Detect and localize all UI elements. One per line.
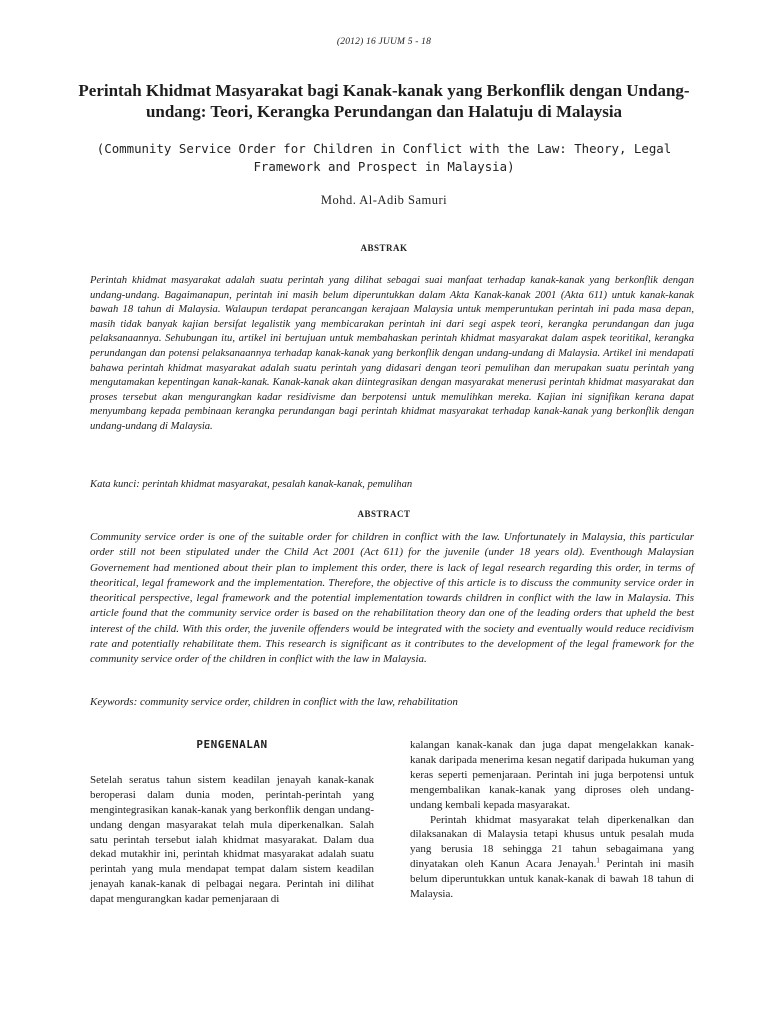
body-column-right — [410, 738, 694, 902]
abstract-heading: ABSTRACT — [357, 509, 411, 519]
second-paragraph-text: Perintah khidmat masyarakat telah diperkenalkan dan dilaksanakan di Malaysia tetapi khusus untuk pesalah muda yang berusia 18 sehingga 21 tahun sebagaimana yang dinyatakan oleh Kanun Acara Jenayah. — [410, 813, 694, 871]
second-paragraph — [410, 813, 694, 902]
section-heading: PENGENALAN — [196, 738, 268, 751]
author-name: Mohd. Al-Adib Samuri — [320, 193, 448, 207]
abstract-keywords: Keywords: community service order, children in conflict with the law, rehabilitation — [90, 696, 458, 708]
abstrak-keywords: Kata kunci: perintah khidmat masyarakat, pesalah kanak-kanak, pemulihan — [90, 479, 413, 490]
abstrak-heading: ABSTRAK — [360, 243, 408, 253]
abstrak-body: Perintah khidmat masyarakat adalah suatu perintah yang dilihat sebagai suai manfaat terhadap kanak-kanak yang berkonflik dengan undang-undang. Bagaimanapun, perintah ini masih belum diperuntukkan dalam Akta Kanak-kanak 2001 (Akta 611) untuk kanak-kanak bawah 18 tahun di Malaysia. Walaupun terdapat perancangan kerajaan Malaysia untuk memperuntukan perintah ini pada masa depan, masih tidak banyak kajian bersifat legalistik yang membicarakan perintah ini dari segi aspek teori, kerangka perundangan dan juga pelaksanaannya. Sehubungan itu, artikel ini bertujuan untuk membahaskan perintah khidmat masyarakat dalam aspek teoritikal, kerangka perundangan dan potensi pelaksanaannya terhadap kanak-kanak yang berkonflik dengan undang-undang di Malaysia. Artikel ini mendapati bahawa perintah khidmat masyarakat adalah suatu perintah yang didasari dengan teori pemulihan dan merupakan suatu perintah yang mengutamakan kepentingan kanak-kanak. Kanak-kanak akan diintegrasikan dengan masyarakat menerusi perintah khidmat masyarakat dan proses tersebut akan mengurangkan kadar residivisme dan berpotensi untuk memulihkan mereka. Kajian ini signifikan kerana dapat menyumbang kepada pembinaan kerangka perundangan bagi perintah khidmat masyarakat terhadap kanak-kanak yang berkonflik dengan undang-undang di Malaysia. — [90, 275, 694, 432]
footnote-marker[interactable]: 1 — [596, 856, 600, 865]
second-paragraph-tail: Perintah ini masih belum diperuntukkan untuk kanak-kanak di bawah 18 tahun di Malaysia. — [410, 858, 694, 901]
article-title: Perintah Khidmat Masyarakat bagi Kanak-kanak yang Berkonflik dengan Undang-undang: Teori, Kerangka Perundangan dan Halatuju di Malaysia — [78, 81, 690, 121]
running-head: (2012) 16 JUUM 5 - 18 — [336, 37, 432, 47]
intro-paragraph: Setelah seratus tahun sistem keadilan jenayah kanak-kanak beroperasi dalam dunia moden, perintah-perintah yang mengintegrasikan kanak-kanak yang berkonflik dengan undang-undang dengan masyarakat telah mula diperkenalkan. Salah satu perintah tersebut ialah khidmat masyarakat. Dalam dua dekad mutakhir ini, perintah khidmat masyarakat adalah suatu perintah yang mula mendapat tempat dalam sistem keadilan jenayah kanak-kanak di pelbagai negara. Perintah ini dilihat dapat mengurangkan kadar pemenjaraan di — [90, 773, 374, 906]
continued-paragraph: kalangan kanak-kanak dan juga dapat mengelakkan kanak-kanak daripada menerima kesan negatif daripada hukuman yang keras seperti pemenjaraan. Perintah ini juga berpotensi untuk mengembalikan kanak-kanak yang diproses oleh undang-undang kembali kepada masyarakat. — [410, 739, 694, 811]
abstract-body: Community service order is one of the suitable order for children in conflict with the law. Unfortunately in Malaysia, this particular order still not been stipulated under the Child Act 2001 (Act 611) for the juvenile (under 18 years old). Eventhough Malaysian Governement had mentioned about their plan to implement this order, there is lack of legal research regarding this order, in terms of theoritical, legal framework and the implementation. Therefore, the objective of this article is to discuss the community service order in theoritical perspective, legal framework and the potential implementation towards children in conflict with the law in Malaysia. This article found that the community service order is based on the rehabilitation theory dan one of the leading orders that upheld the best interest of the child. With this order, the juvenile offenders would be integrated with the society and eventually would reduce recidivism rate and potentially rehabilitate them. This research is significant as it contributes to the development of the legal framework for the community service order of the children in conflict with the law in Malaysia. — [90, 531, 694, 666]
article-subtitle: (Community Service Order for Children in Conflict with the Law: Theory, Legal Framework and Prospect in Malaysia) — [96, 141, 672, 174]
body-column-left — [90, 738, 374, 907]
